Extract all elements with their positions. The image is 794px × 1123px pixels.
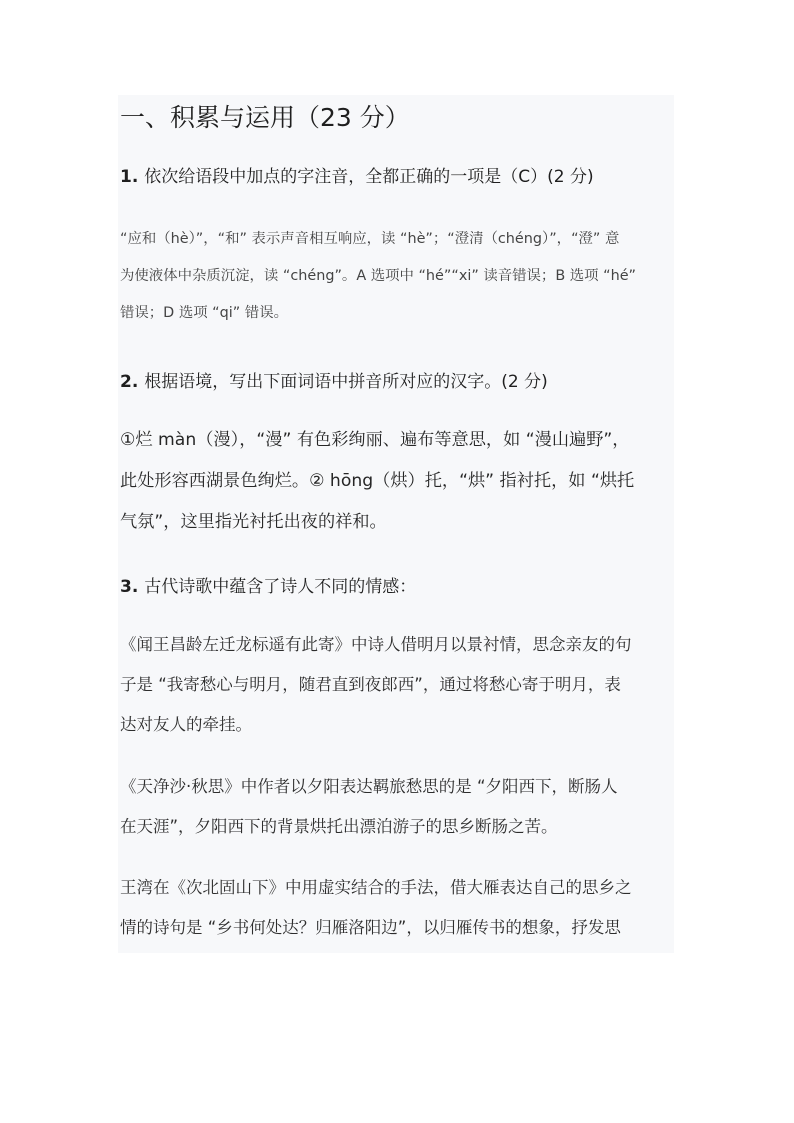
question-1 — [120, 165, 594, 189]
explanation-line: 此处形容西湖景色绚烂。② hōng（烘）托，“烘” 指衬托，如 “烘托 — [120, 471, 635, 491]
explanation-line: 为使液体中杂质沉淀，读 “chéng”。A 选项中 “hé”“xi” 读音错误；B 选项 “hé” — [120, 268, 637, 284]
question-1-explanation — [120, 221, 672, 332]
question-3 — [120, 575, 416, 599]
explanation-line: “应和（hè）”，“和” 表示声音相互响应，读 “hè”；“澄清（chéng）”，“澄” 意 — [120, 231, 620, 247]
paragraph-line: 《天净沙·秋思》中作者以夕阳表达羁旅愁思的是 “夕阳西下，断肠人 — [120, 777, 618, 796]
question-3-number: 3. — [120, 577, 139, 597]
paragraph-line: 情的诗句是 “乡书何处达？归雁洛阳边”，以归雁传书的想象，抒发思 — [120, 918, 621, 937]
question-3-paragraph-1 — [120, 625, 672, 745]
section-heading: 一、积累与运用（23 分） — [120, 103, 410, 132]
explanation-line: ①烂 màn（漫），“漫” 有色彩绚丽、遍布等意思，如 “漫山遍野”， — [120, 430, 630, 450]
paragraph-line: 《闻王昌龄左迁龙标遥有此寄》中诗人借明月以景衬情，思念亲友的句 — [120, 635, 632, 654]
paragraph-line: 王湾在《次北固山下》中用虚实结合的手法，借大雁表达自己的思乡之 — [120, 878, 632, 897]
question-2-text: 根据语境，写出下面词语中拼音所对应的汉字。(2 分) — [144, 372, 548, 392]
question-3-paragraph-3 — [120, 868, 672, 948]
question-2-explanation — [120, 420, 672, 543]
question-3-paragraph-2 — [120, 767, 672, 847]
explanation-line: 错误；D 选项 “qi” 错误。 — [120, 305, 288, 321]
explanation-line: 气氛”，这里指光衬托出夜的祥和。 — [120, 512, 387, 532]
question-2 — [120, 370, 548, 394]
question-1-text: 依次给语段中加点的字注音，全都正确的一项是（C）(2 分) — [144, 167, 594, 187]
question-3-text: 古代诗歌中蕴含了诗人不同的情感： — [144, 577, 417, 597]
document-page — [118, 95, 674, 953]
question-1-number: 1. — [120, 167, 139, 187]
paragraph-line: 在天涯”，夕阳西下的背景烘托出漂泊游子的思乡断肠之苦。 — [120, 817, 558, 836]
paragraph-line: 达对友人的牵挂。 — [120, 715, 252, 734]
paragraph-line: 子是 “我寄愁心与明月，随君直到夜郎西”，通过将愁心寄于明月，表 — [120, 675, 621, 694]
question-2-number: 2. — [120, 372, 139, 392]
